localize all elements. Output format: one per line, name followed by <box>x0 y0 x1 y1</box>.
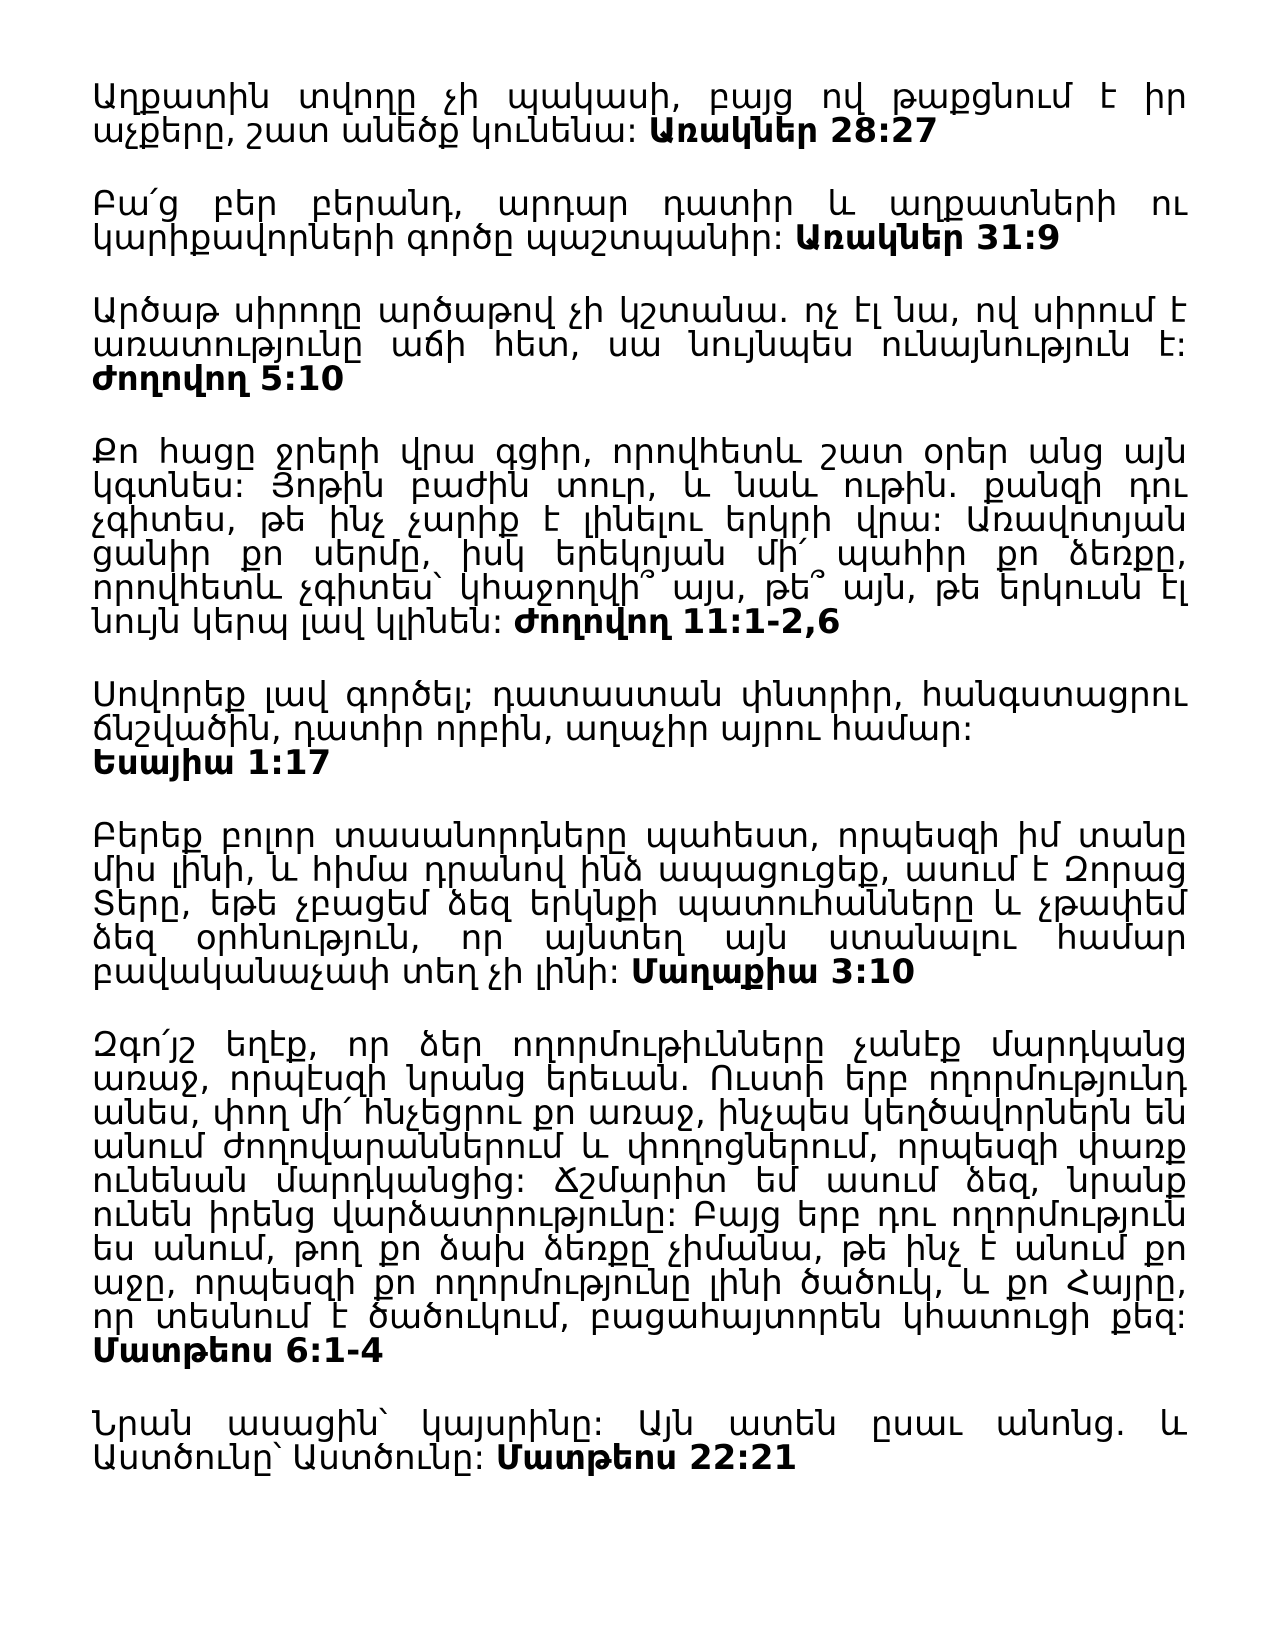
verse-text: Նրան ասացին՝ կայսրինը: Այն ատեն ըսաւ անոնց. և Աստծունը՝ Աստծունը: <box>92 1404 1187 1478</box>
verse-reference: Եսայիա 1:17 <box>92 743 332 783</box>
verse-reference: Ժողովող 11:1-2,6 <box>513 602 841 642</box>
verse-paragraph <box>92 675 1187 783</box>
verse-paragraph <box>92 1404 1187 1478</box>
verse-paragraph <box>92 291 1187 399</box>
verse-text: Արծաթ սիրողը արծաթով չի կշտանա. ոչ էլ նա, ով սիրում է առատությունը աճի հետ, սա նույնպես ունայնություն է: <box>92 291 1187 365</box>
verse-paragraph <box>92 77 1187 151</box>
verse-reference: Առակներ 28:27 <box>648 111 939 151</box>
document-page <box>92 77 1187 1514</box>
verse-paragraph <box>92 184 1187 258</box>
verse-reference: Մատթեոս 6:1-4 <box>92 1331 384 1371</box>
verse-text: Քո հացը ջրերի վրա գցիր, որովհետև շատ օրեր անց այն կգտնես: Յոթին բաժին տուր, և նաև ութին. քանզի դու չգիտես, թե ինչ չարիք է լինելու երկրի վրա: Առավոտյան ցանիր քո սերմը, իսկ երեկոյան մի՛ պահիր քո ձեռքը, որովհետև չգիտես՝ կհաջողվի՞ այս, թե՞ այն, թե երկուսն էլ նույն կերպ լավ կլինեն: <box>92 432 1187 642</box>
verse-paragraph <box>92 432 1187 642</box>
verse-reference: Մաղաքիա 3:10 <box>630 952 916 992</box>
verse-paragraph <box>92 1025 1187 1371</box>
verse-reference: Մատթեոս 22:21 <box>495 1438 798 1478</box>
verse-reference: Առակներ 31:9 <box>794 218 1061 258</box>
verse-reference: Ժողովող 5:10 <box>92 359 345 399</box>
verse-text: Աղքատին տվողը չի պակասի, բայց ով թաքցնում է իր աչքերը, շատ անեծք կունենա: <box>92 77 1187 151</box>
verse-text: Զգո՛յշ եղէք, որ ձեր ողորմութիւնները չանէք մարդկանց առաջ, որպէսզի նրանց երեւան. Ուստի երբ ողորմությունդ անես, փող մի՛ հնչեցրու քո առաջ, ինչպես կեղծավորներն են անում ժողովարաններում և փողոցներում, որպեսզի փառք ունենան մարդկանցից: Ճշմարիտ եմ ասում ձեզ, նրանք ունեն իրենց վարձատրությունը: Բայց երբ դու ողորմություն ես անում, թող քո ձախ ձեռքը չիմանա, թե ինչ է անում քո աջը, որպեսզի քո ողորմությունը լինի ծածուկ, և քո Հայրը, որ տեսնում է ծածուկում, բացահայտորեն կհատուցի քեզ: <box>92 1025 1187 1337</box>
verse-text: Բերեք բոլոր տասանորդները պահեստ, որպեսզի իմ տանը միս լինի, և հիմա դրանով ինձ ապացուցեք, ասում է Զորաց Տերը, եթե չբացեմ ձեզ երկնքի պատուհանները և չթափեմ ձեզ օրհնություն, որ այնտեղ այն ստանալու համար բավականաչափ տեղ չի լինի: <box>92 816 1187 992</box>
verse-text: Սովորեք լավ գործել; դատաստան փնտրիր, հանգստացրու ճնշվածին, դատիր որբին, աղաչիր այրու համար: <box>92 675 1187 749</box>
verse-text: Բա՛ց բեր բերանդ, արդար դատիր և աղքատների ու կարիքավորների գործը պաշտպանիր: <box>92 184 1187 258</box>
verse-paragraph <box>92 816 1187 992</box>
